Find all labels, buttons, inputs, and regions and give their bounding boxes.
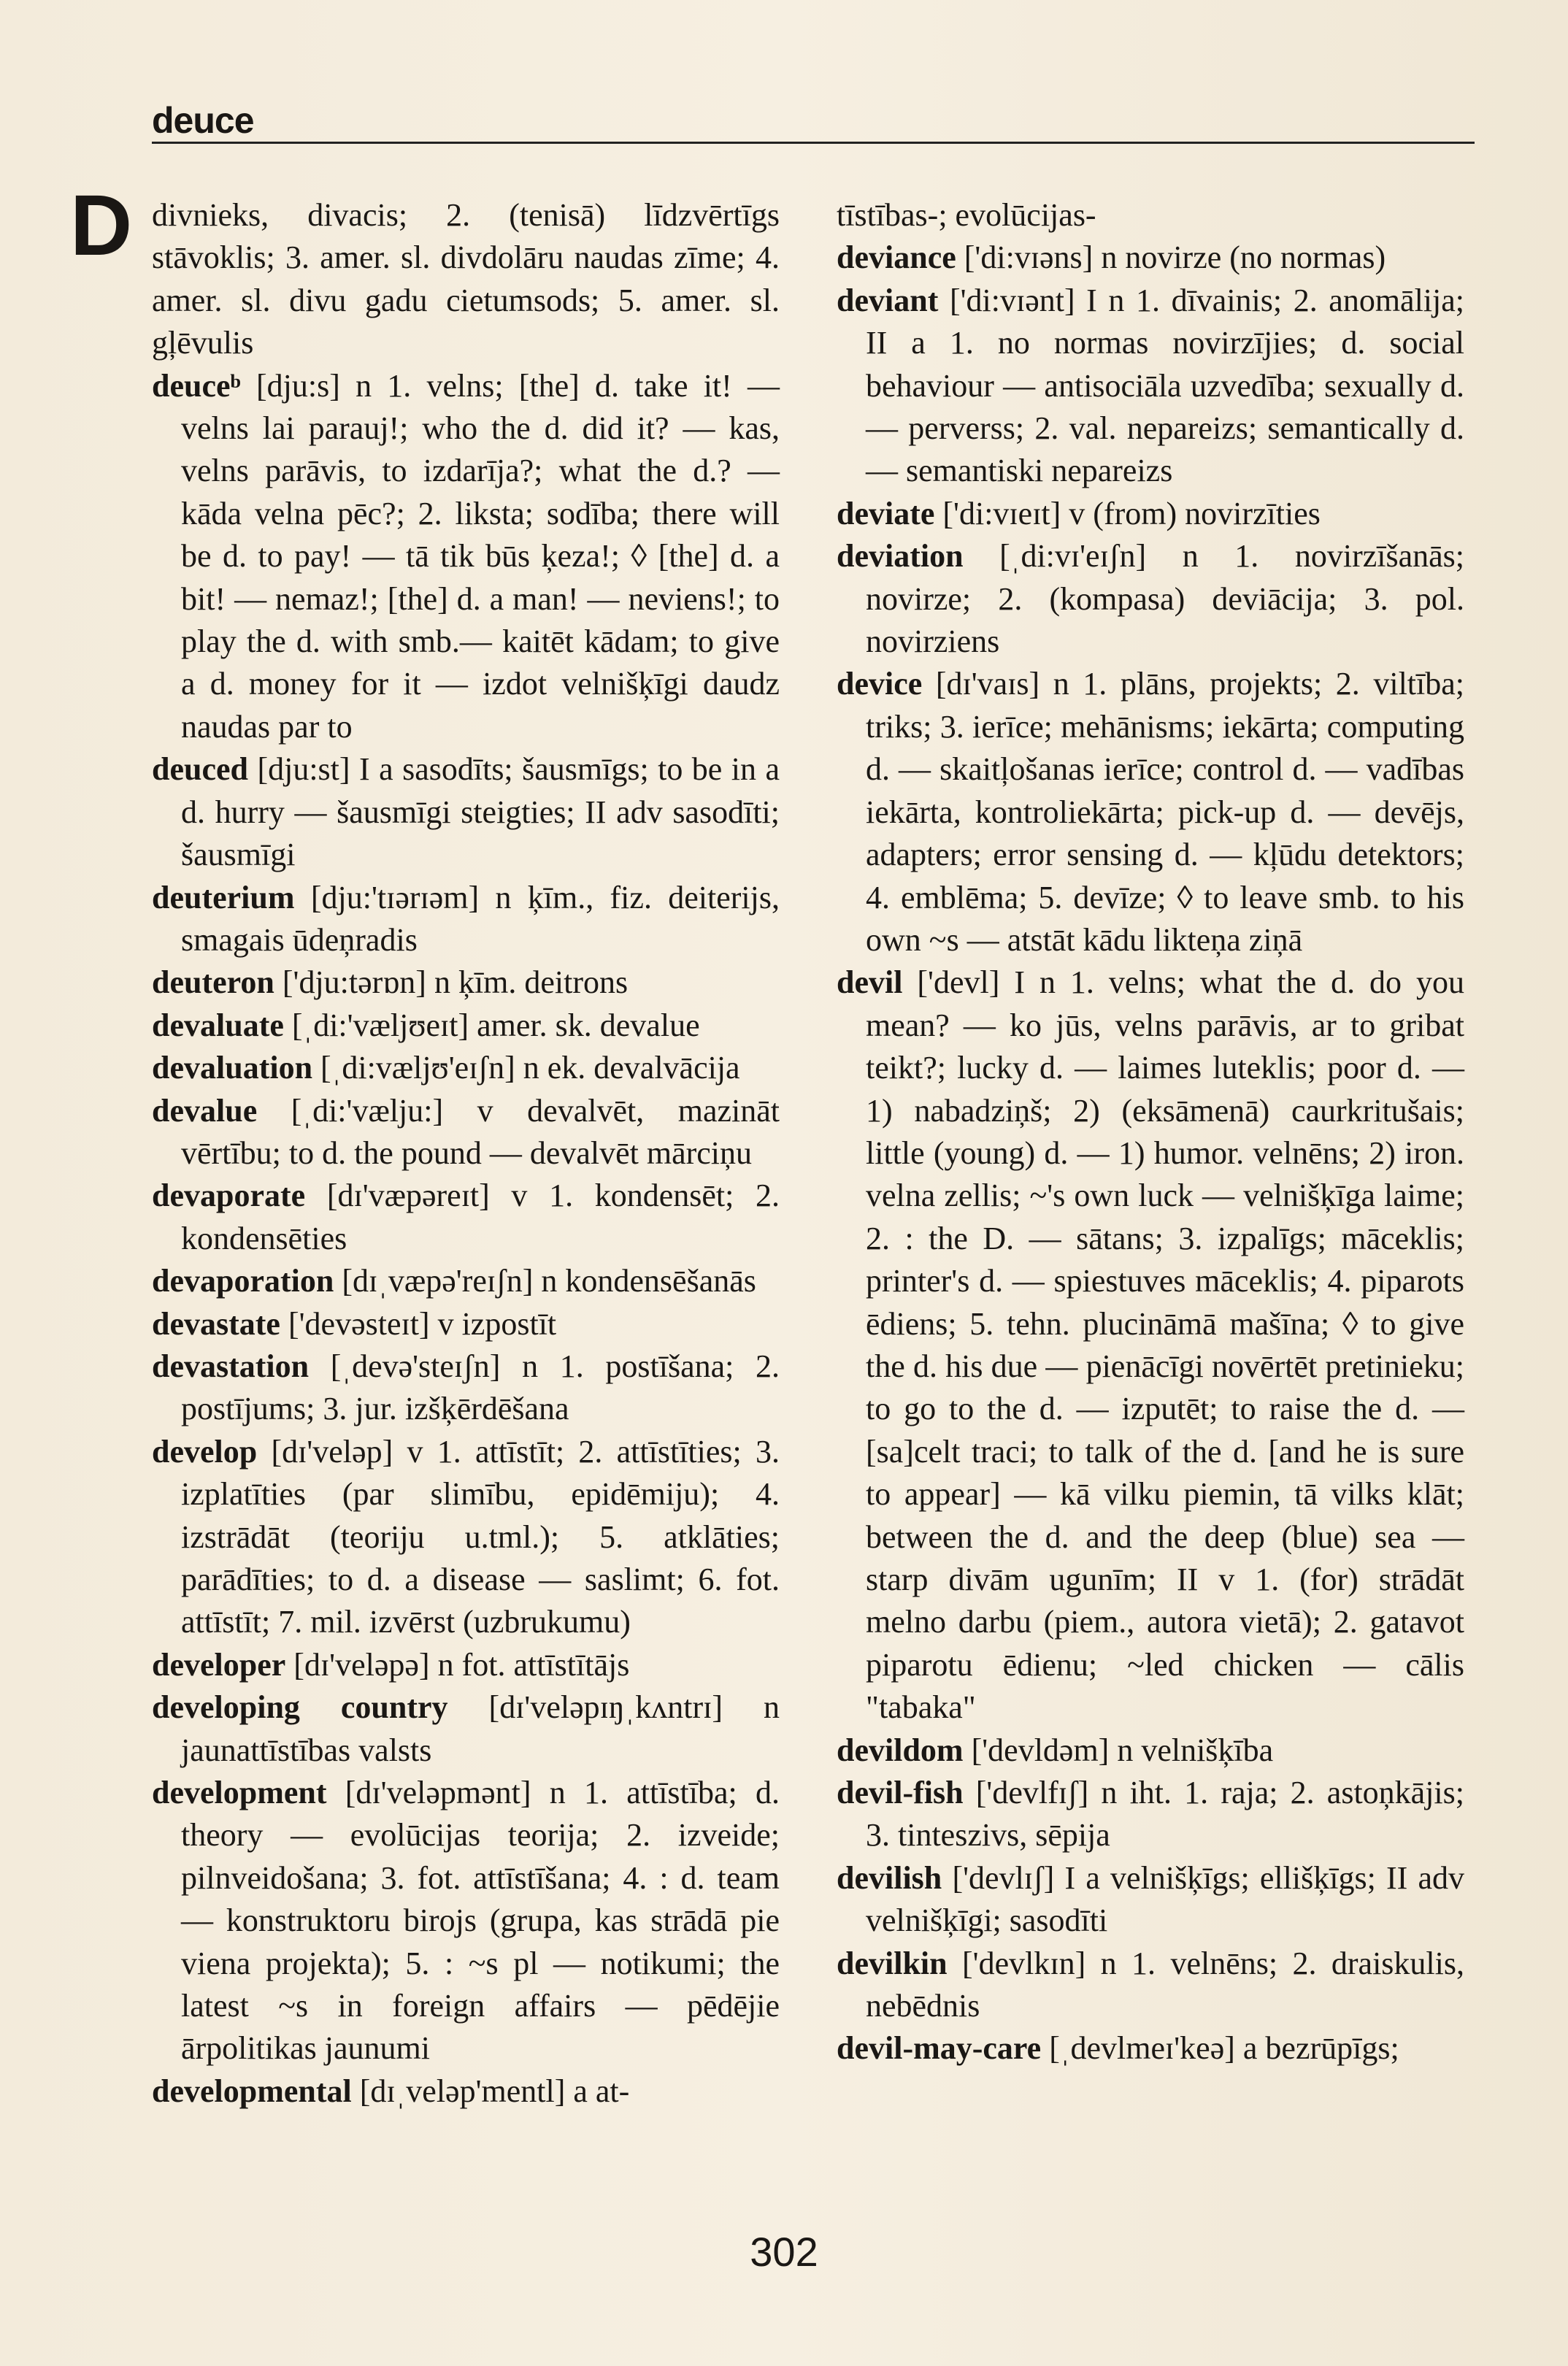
left-column [152,194,780,2113]
headword: devastation [152,1348,310,1384]
dictionary-entry: divnieks, divacis; 2. (tenisā) līdzvērtīgs stāvoklis; 3. amer. sl. divdolāru naudas zīme; 4. amer. sl. divu gadu cietumsods; 5. amer. sl. gļēvulis [152,197,780,361]
dictionary-entry: devaluation [ˌdi:væljʊ'eɪʃn] n ek. devalvācija [152,1050,740,1086]
dictionary-entry: devastate ['devəsteɪt] v izpostīt [152,1305,557,1342]
headword: devil [837,964,903,1001]
headword: deviate [837,495,935,531]
headword: deuterium [152,879,295,915]
headword: developing country [152,1689,448,1726]
dictionary-entry: develop [dɪ'veləp] v 1. attīstīt; 2. attīstīties; 3. izplatīties (par slimību, epidēmiju); 4. izstrādāt (teoriju u.tml.); 5. atklāties; parādīties; to d. a disease — saslimt; 6. fot. attīstīt; 7. mil. izvērst (uzbrukumu) [152,1433,780,1640]
dictionary-entry: devaluate [ˌdi:'væljʊeɪt] amer. sk. devalue [152,1007,700,1043]
headword: deviant [837,282,939,318]
running-head: deuce [152,100,254,141]
headword: devaporation [152,1263,334,1299]
dictionary-entry: devilkin ['devlkɪn] n 1. velnēns; 2. draiskulis, nebēdnis [837,1945,1464,2024]
dictionary-entry: devilish ['devlɪʃ] I a velnišķīgs; ellišķīgs; II adv velnišķīgi; sasodīti [837,1859,1464,1939]
dictionary-entry: devaporate [dɪ'væpəreɪt] v 1. kondensēt; 2. kondensēties [152,1178,780,1256]
headword: develop [152,1433,258,1470]
dictionary-entry: development [dɪ'veləpmənt] n 1. attīstība; d. theory — evolūcijas teorija; 2. izveide; pilnveidošana; 3. fot. attīstīšana; 4. : d. team — konstruktoru birojs (grupa, kas strādā pie viena projekta); 5. : ~s pl — notikumi; the latest ~s in foreign affairs — pēdējie ārpolitikas jaunumi [152,1775,780,2067]
dictionary-entry: tīstības-; evolūcijas- [837,197,1096,233]
thumb-index-letter: D [70,177,133,274]
dictionary-entry: devil-fish ['devlfɪʃ] n iht. 1. raja; 2. astoņkājis; 3. tinteszivs, sēpija [837,1775,1464,1854]
headword: device [837,666,923,702]
dictionary-entry: devildom ['devldəm] n velnišķība [837,1732,1274,1768]
dictionary-entry: devil ['devl] I n 1. velns; what the d. do you mean? — ko jūs, velns parāvis, ar to gribat teikt?; lucky d. — laimes luteklis; poor d. — 1) nabadziņš; 2) (eksāmenā) caurkritušais; little (young) d. — 1) humor. velnēns; 2) iron. velna zellis; ~'s own luck — velnišķīga laime; 2. : the D. — sātans; 3. izpalīgs; māceklis; printer's d. — spiestuves māceklis; 4. piparots ēdiens; 5. tehn. plucināmā mašīna; ◊ to give the d. his due — pienācīgi novērtēt pretinieku; to go to the d. — izputēt; to raise the d. — [sa]celt traci; to talk of the d. [and he is sure to appear] — kā vilku piemin, tā vilks klāt; between the d. and the deep (blue) sea — starp divām ugunīm; II v 1. (for) strādāt melno darbu (piem., autora vietā); 2. gatavot piparotu ēdienu; ~led chicken — cālis "tabaka" [837,964,1464,1726]
headword: deviance [837,239,956,276]
dictionary-entry: deviate ['di:vɪeɪt] v (from) novirzīties [837,495,1321,531]
headword: development [152,1775,327,1811]
dictionary-entry: device [dɪ'vaɪs] n 1. plāns, projekts; 2. viltība; triks; 3. ierīce; mehānisms; iekārta; computing d. — skaitļošanas ierīce; control d. — vadības iekārta, kontroliekārta; pick-up d. — devējs, adapters; error sensing d. — kļūdu detektors; 4. emblēma; 5. devīze; ◊ to leave smb. to his own ~s — atstāt kādu likteņa ziņā [837,666,1464,958]
dictionary-entry: developing country [dɪ'veləpɪŋˌkʌntrɪ] n jaunattīstības valsts [152,1689,780,1768]
dictionary-entry: deuteron ['dju:tərɒn] n ķīm. deitrons [152,964,629,1001]
dictionary-entry: devaporation [dɪˌvæpə'reɪʃn] n kondensēšanās [152,1263,756,1299]
dictionary-entry: devalue [ˌdi:'vælju:] v devalvēt, mazināt vērtību; to d. the pound — devalvēt mārciņu [152,1092,780,1171]
headword: devalue [152,1092,258,1129]
dictionary-entry: deuced [dju:st] I a sasodīts; šausmīgs; to be in a d. hurry — šausmīgi steigties; II adv sasodīti; šausmīgi [152,751,780,873]
headword: developer [152,1646,286,1683]
dictionary-entry: devil-may-care [ˌdevlmeɪ'keə] a bezrūpīgs; [837,2030,1399,2067]
headword: devil-may-care [837,2030,1042,2067]
headword: deuceᵇ [152,367,241,404]
dictionary-entry: developer [dɪ'veləpə] n fot. attīstītājs [152,1646,630,1683]
headword: devastate [152,1305,280,1342]
page-number: 302 [750,2229,818,2275]
headword: deuteron [152,964,274,1001]
headword: deuced [152,751,248,788]
headword: deviation [837,538,964,575]
headword: devildom [837,1732,964,1768]
dictionary-entry: deviance ['di:vɪəns] n novirze (no normas) [837,239,1386,276]
headword: devilkin [837,1945,948,1981]
headword: devaluate [152,1007,284,1043]
headword: developmental [152,2073,352,2109]
headword: devilish [837,1859,942,1896]
dictionary-entry: deviant ['di:vɪənt] I n 1. dīvainis; 2. anomālija; II a 1. no normas novirzījies; d. social behaviour — antisociāla uzvedība; sexually d. — perverss; 2. val. nepareizs; semantically d. — semantiski nepareizs [837,282,1464,489]
headword: devaluation [152,1050,313,1086]
dictionary-entry: deuterium [dju:'tɪərɪəm] n ķīm., fiz. deiterijs, smagais ūdeņradis [152,879,780,958]
dictionary-entry: devastation [ˌdevə'steɪʃn] n 1. postīšana; 2. postījums; 3. jur. izšķērdēšana [152,1348,780,1427]
right-column [837,194,1464,2070]
dictionary-entry: developmental [dɪˌveləp'mentl] a at- [152,2073,630,2109]
header-rule [152,142,1475,144]
headword: devaporate [152,1178,306,1214]
headword: devil-fish [837,1775,964,1811]
dictionary-entry: deuceᵇ [dju:s] n 1. velns; [the] d. take it! — velns lai parauj!; who the d. did it? — kas, velns parāvis, to izdarīja?; what the d.? — kāda velna pēc?; 2. liksta; sodība; there will be d. to pay! — tā tik būs ķeza!; ◊ [the] d. a bit! — nemaz!; [the] d. a man! — neviens!; to play the d. with smb.— kaitēt kādam; to give a d. money for it — izdot velnišķīgi daudz naudas par to [152,367,780,745]
dictionary-entry: deviation [ˌdi:vɪ'eɪʃn] n 1. novirzīšanās; novirze; 2. (kompasa) deviācija; 3. pol. novirziens [837,538,1464,660]
